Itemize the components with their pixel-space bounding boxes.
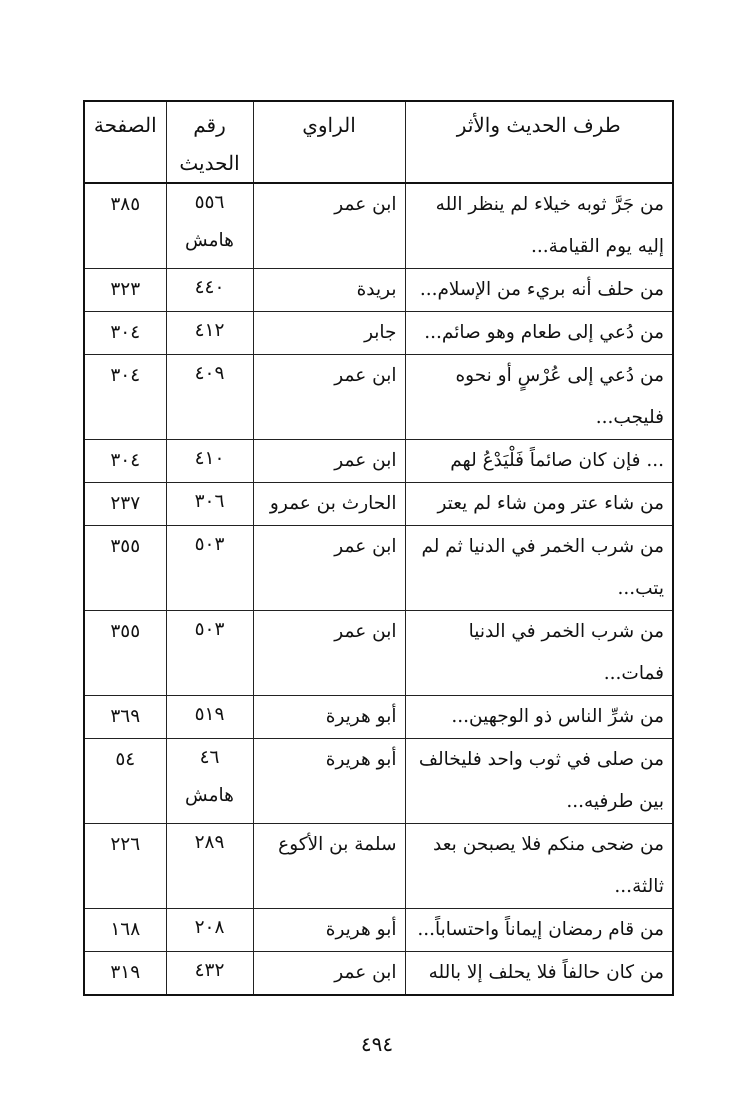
table-row	[84, 696, 673, 739]
hadith-text-cell: من ضحى منكم فلا يصبحن بعد ثالثة...	[405, 824, 673, 909]
page-cell: ٣١٩	[84, 952, 166, 996]
table-row	[84, 440, 673, 483]
hadith-number-cell	[166, 312, 253, 355]
hadith-number-cell	[166, 739, 253, 824]
hadith-number-cell	[166, 483, 253, 526]
hadith-number: ٤٦	[199, 747, 220, 768]
hadith-index-table-wrapper	[83, 100, 672, 996]
hadith-text-cell: من كان حالفاً فلا يحلف إلا بالله	[405, 952, 673, 996]
hadith-number-cell	[166, 440, 253, 483]
narrator-cell: أبو هريرة	[253, 696, 405, 739]
hadith-number-cell	[166, 824, 253, 909]
hadith-text-cell: من حلف أنه بريء من الإسلام...	[405, 269, 673, 312]
table-row	[84, 269, 673, 312]
narrator-cell: ابن عمر	[253, 355, 405, 440]
hadith-number: ٣٠٦	[194, 491, 225, 512]
hadith-text-cell: من شرب الخمر في الدنيا فمات...	[405, 611, 673, 696]
narrator-cell: سلمة بن الأكوع	[253, 824, 405, 909]
hadith-number-cell	[166, 611, 253, 696]
hadith-text-cell: من صلى في ثوب واحد فليخالف بين طرفيه...	[405, 739, 673, 824]
page-cell: ٣٠٤	[84, 355, 166, 440]
hadith-text-cell: من قام رمضان إيماناً واحتساباً...	[405, 909, 673, 952]
page-cell: ٢٣٧	[84, 483, 166, 526]
hadith-number: ٤٤٠	[194, 277, 225, 298]
footnote-marker: هامش	[185, 230, 234, 251]
hadith-number: ٢٠٨	[194, 917, 225, 938]
hadith-number-cell	[166, 696, 253, 739]
hadith-number: ٥٠٣	[194, 534, 225, 555]
page-cell: ٣٥٥	[84, 526, 166, 611]
hadith-number: ٤١٢	[194, 320, 225, 341]
page-cell: ٣٨٥	[84, 183, 166, 269]
table-row	[84, 824, 673, 909]
header-narrator: الراوي	[253, 101, 405, 183]
header-hadith-text: طرف الحديث والأثر	[405, 101, 673, 183]
header-number-line2: الحديث	[179, 151, 240, 175]
narrator-cell: الحارث بن عمرو	[253, 483, 405, 526]
table-body	[84, 183, 673, 995]
narrator-cell: ابن عمر	[253, 440, 405, 483]
narrator-cell: أبو هريرة	[253, 739, 405, 824]
header-page: الصفحة	[84, 101, 166, 183]
header-hadith-number	[166, 101, 253, 183]
table-row	[84, 909, 673, 952]
hadith-text-cell: من دُعي إلى طعام وهو صائم...	[405, 312, 673, 355]
hadith-text-cell: من جَرَّ ثوبه خيلاء لم ينظر الله إليه يوم القيامة...	[405, 183, 673, 269]
narrator-cell: ابن عمر	[253, 952, 405, 996]
table-row	[84, 526, 673, 611]
narrator-cell: جابر	[253, 312, 405, 355]
page-cell: ٣٥٥	[84, 611, 166, 696]
hadith-number-cell	[166, 526, 253, 611]
hadith-text-cell: من شاء عتر ومن شاء لم يعتر	[405, 483, 673, 526]
page-cell: ٣٢٣	[84, 269, 166, 312]
hadith-number: ٥٥٦	[194, 192, 225, 213]
table-header-row	[84, 101, 673, 183]
hadith-text-cell: ... فإن كان صائماً فَلْيَدْعُ لهم	[405, 440, 673, 483]
page-cell: ٥٤	[84, 739, 166, 824]
table-row	[84, 952, 673, 996]
page-cell: ٣٦٩	[84, 696, 166, 739]
hadith-number-cell	[166, 355, 253, 440]
hadith-text-cell: من شرِّ الناس ذو الوجهين...	[405, 696, 673, 739]
table-row	[84, 355, 673, 440]
page-number: ٤٩٤	[360, 1032, 394, 1056]
table-row	[84, 483, 673, 526]
hadith-number-cell	[166, 909, 253, 952]
narrator-cell: أبو هريرة	[253, 909, 405, 952]
hadith-text-cell: من دُعي إلى عُرْسٍ أو نحوه فليجب...	[405, 355, 673, 440]
hadith-number: ٥٠٣	[194, 619, 225, 640]
table-row	[84, 611, 673, 696]
footnote-marker: هامش	[185, 785, 234, 806]
hadith-number-cell	[166, 183, 253, 269]
table-row	[84, 312, 673, 355]
hadith-number: ٤٣٢	[194, 960, 225, 981]
page-cell: ٢٢٦	[84, 824, 166, 909]
page-cell: ٣٠٤	[84, 312, 166, 355]
hadith-number: ٥١٩	[194, 704, 225, 725]
hadith-text-cell: من شرب الخمر في الدنيا ثم لم يتب...	[405, 526, 673, 611]
narrator-cell: ابن عمر	[253, 526, 405, 611]
hadith-number: ٢٨٩	[194, 832, 225, 853]
hadith-number-cell	[166, 952, 253, 996]
hadith-index-table	[83, 100, 674, 996]
table-row	[84, 739, 673, 824]
narrator-cell: ابن عمر	[253, 183, 405, 269]
hadith-number-cell	[166, 269, 253, 312]
hadith-number: ٤١٠	[194, 448, 225, 469]
hadith-number: ٤٠٩	[194, 363, 225, 384]
narrator-cell: بريدة	[253, 269, 405, 312]
table-row	[84, 183, 673, 269]
header-number-line1: رقم	[193, 113, 226, 137]
narrator-cell: ابن عمر	[253, 611, 405, 696]
page-cell: ٣٠٤	[84, 440, 166, 483]
page-cell: ١٦٨	[84, 909, 166, 952]
